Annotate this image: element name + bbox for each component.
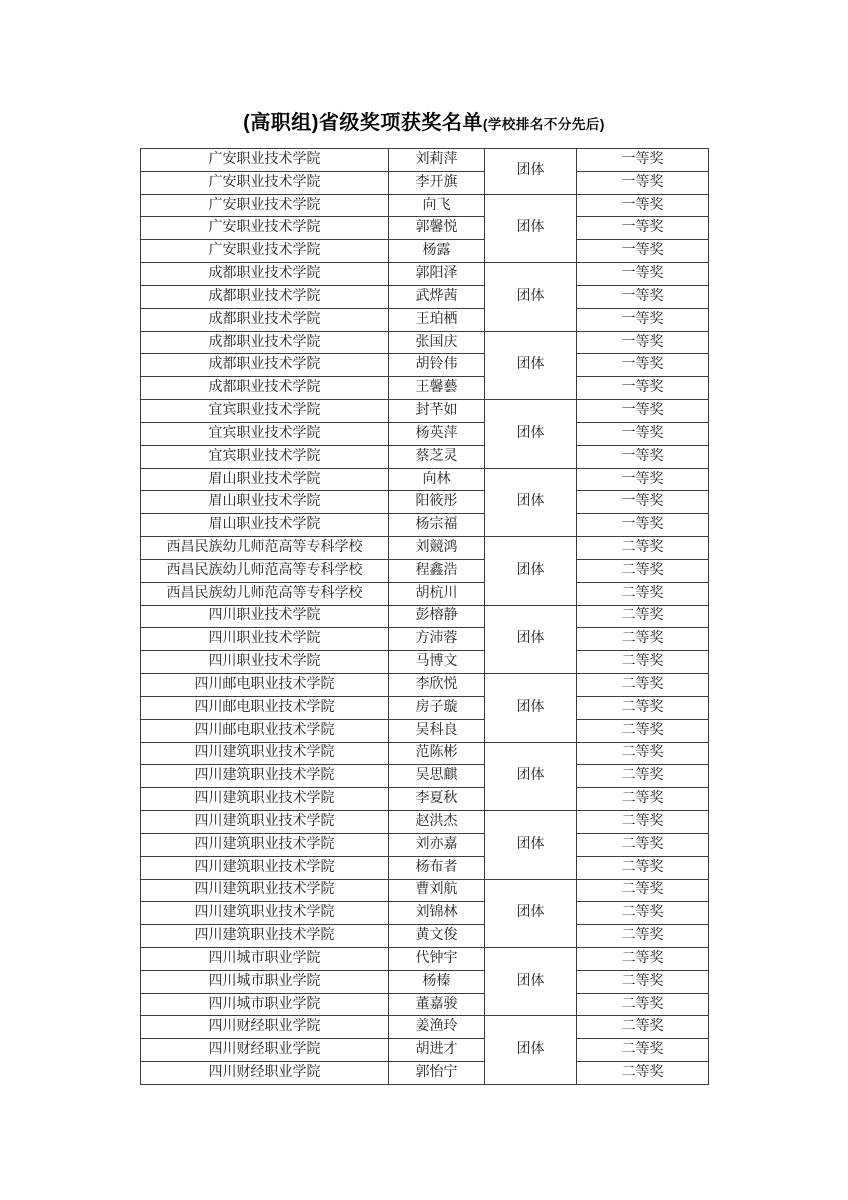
participant-name-cell: 黄文俊 — [389, 925, 485, 948]
participant-name-cell: 吴科良 — [389, 719, 485, 742]
participant-name-cell: 蔡芝灵 — [389, 445, 485, 468]
page-title — [0, 106, 848, 135]
participant-name-cell: 刘競鸿 — [389, 537, 485, 560]
participant-name-cell: 马博文 — [389, 651, 485, 674]
table-row — [141, 1062, 709, 1085]
award-cell: 一等奖 — [577, 285, 709, 308]
award-cell: 二等奖 — [577, 902, 709, 925]
award-cell: 二等奖 — [577, 628, 709, 651]
award-cell: 一等奖 — [577, 217, 709, 240]
table-row — [141, 651, 709, 674]
group-type-cell: 团体 — [485, 537, 577, 605]
participant-name-cell: 代钟宇 — [389, 947, 485, 970]
school-cell: 四川建筑职业技术学院 — [141, 788, 389, 811]
table-row — [141, 947, 709, 970]
award-cell: 一等奖 — [577, 194, 709, 217]
award-cell: 二等奖 — [577, 925, 709, 948]
school-cell: 四川城市职业学院 — [141, 993, 389, 1016]
award-cell: 一等奖 — [577, 331, 709, 354]
participant-name-cell: 刘亦嘉 — [389, 833, 485, 856]
table-row — [141, 331, 709, 354]
participant-name-cell: 胡铃伟 — [389, 354, 485, 377]
participant-name-cell: 杨英萍 — [389, 422, 485, 445]
group-type-cell: 团体 — [485, 149, 577, 195]
table-row — [141, 970, 709, 993]
participant-name-cell: 封芊如 — [389, 400, 485, 423]
table-row — [141, 285, 709, 308]
award-cell: 一等奖 — [577, 491, 709, 514]
school-cell: 成都职业技术学院 — [141, 331, 389, 354]
school-cell: 成都职业技术学院 — [141, 377, 389, 400]
participant-name-cell: 彭榕静 — [389, 605, 485, 628]
award-cell: 一等奖 — [577, 240, 709, 263]
table-row — [141, 788, 709, 811]
school-cell: 四川城市职业学院 — [141, 970, 389, 993]
school-cell: 成都职业技术学院 — [141, 285, 389, 308]
award-cell: 二等奖 — [577, 605, 709, 628]
participant-name-cell: 赵洪杰 — [389, 811, 485, 834]
table-row — [141, 514, 709, 537]
award-cell: 二等奖 — [577, 811, 709, 834]
school-cell: 广安职业技术学院 — [141, 217, 389, 240]
award-cell: 二等奖 — [577, 765, 709, 788]
award-cell: 二等奖 — [577, 742, 709, 765]
school-cell: 四川财经职业学院 — [141, 1039, 389, 1062]
participant-name-cell: 曹刘航 — [389, 879, 485, 902]
participant-name-cell: 郭馨悦 — [389, 217, 485, 240]
school-cell: 四川城市职业学院 — [141, 947, 389, 970]
school-cell: 宜宾职业技术学院 — [141, 445, 389, 468]
school-cell: 广安职业技术学院 — [141, 171, 389, 194]
page-title-note: (学校排名不分先后) — [482, 117, 605, 132]
participant-name-cell: 李欣悦 — [389, 674, 485, 697]
table-row — [141, 674, 709, 697]
participant-name-cell: 杨布者 — [389, 856, 485, 879]
table-row — [141, 149, 709, 172]
table-row — [141, 445, 709, 468]
award-table — [140, 148, 709, 1085]
award-cell: 一等奖 — [577, 514, 709, 537]
group-type-cell: 团体 — [485, 742, 577, 810]
table-row — [141, 263, 709, 286]
group-type-cell: 团体 — [485, 263, 577, 331]
school-cell: 成都职业技术学院 — [141, 308, 389, 331]
table-row — [141, 582, 709, 605]
participant-name-cell: 李开旗 — [389, 171, 485, 194]
table-row — [141, 856, 709, 879]
table-row — [141, 559, 709, 582]
award-cell: 二等奖 — [577, 856, 709, 879]
award-cell: 一等奖 — [577, 171, 709, 194]
participant-name-cell: 郭怡宁 — [389, 1062, 485, 1085]
table-row — [141, 194, 709, 217]
school-cell: 四川邮电职业技术学院 — [141, 674, 389, 697]
school-cell: 四川邮电职业技术学院 — [141, 696, 389, 719]
table-row — [141, 719, 709, 742]
award-cell: 二等奖 — [577, 696, 709, 719]
participant-name-cell: 阳筱彤 — [389, 491, 485, 514]
page-title-main: (高职组)省级奖项获奖名单 — [243, 112, 483, 134]
award-cell: 二等奖 — [577, 788, 709, 811]
award-cell: 二等奖 — [577, 651, 709, 674]
table-row — [141, 537, 709, 560]
table-row — [141, 377, 709, 400]
participant-name-cell: 范陈彬 — [389, 742, 485, 765]
award-cell: 一等奖 — [577, 308, 709, 331]
table-row — [141, 422, 709, 445]
table-row — [141, 217, 709, 240]
table-row — [141, 879, 709, 902]
school-cell: 四川建筑职业技术学院 — [141, 811, 389, 834]
award-cell: 一等奖 — [577, 149, 709, 172]
group-type-cell: 团体 — [485, 331, 577, 399]
table-row — [141, 491, 709, 514]
school-cell: 四川建筑职业技术学院 — [141, 879, 389, 902]
group-type-cell: 团体 — [485, 400, 577, 468]
award-cell: 二等奖 — [577, 993, 709, 1016]
school-cell: 四川建筑职业技术学院 — [141, 856, 389, 879]
award-cell: 一等奖 — [577, 377, 709, 400]
participant-name-cell: 李夏秋 — [389, 788, 485, 811]
participant-name-cell: 董嘉骏 — [389, 993, 485, 1016]
table-row — [141, 1039, 709, 1062]
group-type-cell: 团体 — [485, 194, 577, 262]
participant-name-cell: 杨宗福 — [389, 514, 485, 537]
group-type-cell: 团体 — [485, 468, 577, 536]
school-cell: 四川建筑职业技术学院 — [141, 902, 389, 925]
table-row — [141, 171, 709, 194]
participant-name-cell: 向林 — [389, 468, 485, 491]
school-cell: 宜宾职业技术学院 — [141, 400, 389, 423]
group-type-cell: 团体 — [485, 1016, 577, 1085]
table-row — [141, 925, 709, 948]
participant-name-cell: 姜渔玲 — [389, 1016, 485, 1039]
participant-name-cell: 胡进才 — [389, 1039, 485, 1062]
table-row — [141, 240, 709, 263]
school-cell: 四川建筑职业技术学院 — [141, 925, 389, 948]
award-cell: 二等奖 — [577, 537, 709, 560]
participant-name-cell: 程鑫浩 — [389, 559, 485, 582]
award-cell: 二等奖 — [577, 833, 709, 856]
school-cell: 广安职业技术学院 — [141, 194, 389, 217]
participant-name-cell: 王珀栖 — [389, 308, 485, 331]
award-cell: 二等奖 — [577, 719, 709, 742]
table-row — [141, 628, 709, 651]
table-row — [141, 902, 709, 925]
school-cell: 成都职业技术学院 — [141, 263, 389, 286]
award-cell: 二等奖 — [577, 559, 709, 582]
school-cell: 四川财经职业学院 — [141, 1062, 389, 1085]
group-type-cell: 团体 — [485, 879, 577, 947]
table-row — [141, 811, 709, 834]
award-cell: 二等奖 — [577, 1039, 709, 1062]
award-cell: 一等奖 — [577, 400, 709, 423]
award-cell: 二等奖 — [577, 1062, 709, 1085]
group-type-cell: 团体 — [485, 605, 577, 673]
award-cell: 二等奖 — [577, 947, 709, 970]
school-cell: 广安职业技术学院 — [141, 149, 389, 172]
school-cell: 西昌民族幼儿师范高等专科学校 — [141, 559, 389, 582]
award-cell: 一等奖 — [577, 422, 709, 445]
award-cell: 一等奖 — [577, 468, 709, 491]
school-cell: 成都职业技术学院 — [141, 354, 389, 377]
participant-name-cell: 郭阳泽 — [389, 263, 485, 286]
participant-name-cell: 刘莉萍 — [389, 149, 485, 172]
table-row — [141, 833, 709, 856]
participant-name-cell: 房子璇 — [389, 696, 485, 719]
participant-name-cell: 王馨藝 — [389, 377, 485, 400]
group-type-cell: 团体 — [485, 674, 577, 742]
table-row — [141, 696, 709, 719]
participant-name-cell: 张国庆 — [389, 331, 485, 354]
school-cell: 四川建筑职业技术学院 — [141, 833, 389, 856]
award-cell: 一等奖 — [577, 445, 709, 468]
award-cell: 一等奖 — [577, 263, 709, 286]
school-cell: 西昌民族幼儿师范高等专科学校 — [141, 582, 389, 605]
award-cell: 二等奖 — [577, 582, 709, 605]
school-cell: 四川财经职业学院 — [141, 1016, 389, 1039]
award-cell: 二等奖 — [577, 674, 709, 697]
participant-name-cell: 胡杭川 — [389, 582, 485, 605]
school-cell: 四川邮电职业技术学院 — [141, 719, 389, 742]
table-row — [141, 765, 709, 788]
award-cell: 二等奖 — [577, 1016, 709, 1039]
group-type-cell: 团体 — [485, 947, 577, 1015]
school-cell: 眉山职业技术学院 — [141, 514, 389, 537]
table-row — [141, 354, 709, 377]
table-row — [141, 1016, 709, 1039]
school-cell: 宜宾职业技术学院 — [141, 422, 389, 445]
school-cell: 西昌民族幼儿师范高等专科学校 — [141, 537, 389, 560]
school-cell: 四川职业技术学院 — [141, 628, 389, 651]
school-cell: 四川职业技术学院 — [141, 605, 389, 628]
table-row — [141, 742, 709, 765]
award-cell: 二等奖 — [577, 879, 709, 902]
table-row — [141, 308, 709, 331]
participant-name-cell: 杨露 — [389, 240, 485, 263]
participant-name-cell: 杨榛 — [389, 970, 485, 993]
award-table-body — [141, 149, 709, 1085]
school-cell: 眉山职业技术学院 — [141, 468, 389, 491]
table-row — [141, 400, 709, 423]
school-cell: 四川建筑职业技术学院 — [141, 742, 389, 765]
school-cell: 眉山职业技术学院 — [141, 491, 389, 514]
table-row — [141, 993, 709, 1016]
participant-name-cell: 向飞 — [389, 194, 485, 217]
participant-name-cell: 吴思麒 — [389, 765, 485, 788]
participant-name-cell: 刘锦林 — [389, 902, 485, 925]
award-cell: 一等奖 — [577, 354, 709, 377]
award-cell: 二等奖 — [577, 970, 709, 993]
table-row — [141, 468, 709, 491]
school-cell: 四川建筑职业技术学院 — [141, 765, 389, 788]
group-type-cell: 团体 — [485, 811, 577, 879]
school-cell: 四川职业技术学院 — [141, 651, 389, 674]
participant-name-cell: 武烨茜 — [389, 285, 485, 308]
table-row — [141, 605, 709, 628]
participant-name-cell: 方沛蓉 — [389, 628, 485, 651]
school-cell: 广安职业技术学院 — [141, 240, 389, 263]
